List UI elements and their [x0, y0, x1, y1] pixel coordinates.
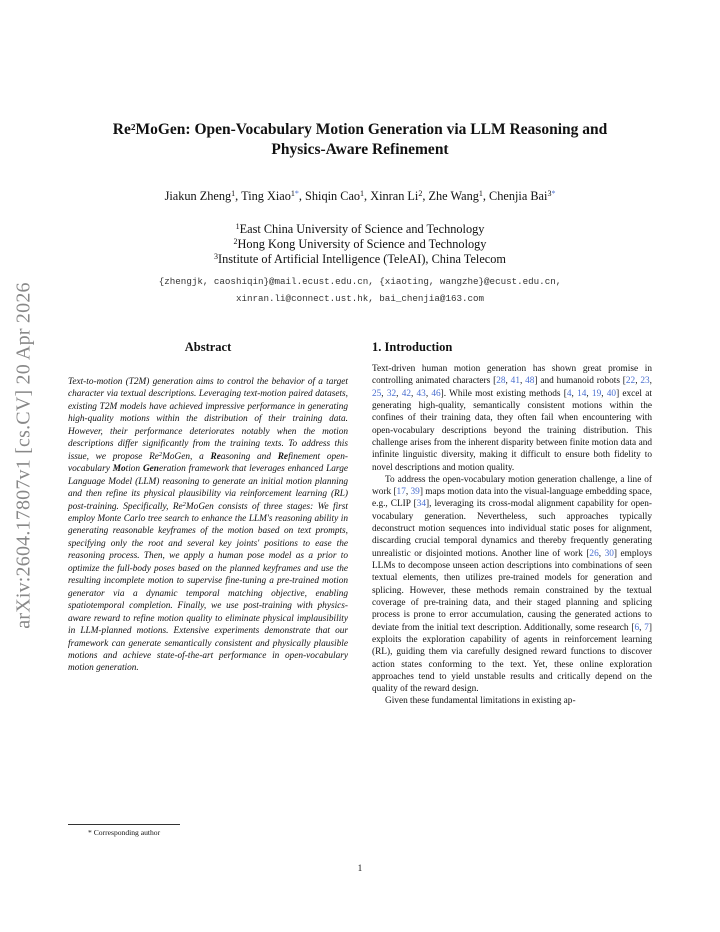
body-text: , [405, 487, 411, 498]
citation-link[interactable]: 40 [606, 388, 617, 399]
body-text: ] maps motion data into the visual-language embedding space, e.g., CLIP [ [372, 487, 652, 510]
author-list [70, 189, 650, 204]
abstract-text: tion [125, 464, 143, 475]
citation-link[interactable]: 6 [634, 622, 640, 633]
author-name: Xinran Li [370, 189, 419, 203]
superscript: 2 [158, 450, 163, 458]
body-text: , [639, 622, 645, 633]
author-name: Jiakun Zheng [164, 189, 232, 203]
citation-link[interactable]: 39 [410, 487, 420, 498]
author-name: Shiqin Cao [305, 189, 361, 203]
arxiv-identifier [9, 260, 39, 650]
footnote-divider [68, 824, 180, 825]
author-affiliation-mark: 1 [231, 189, 236, 198]
body-text: ]. While most existing methods [ [440, 388, 567, 399]
email-line-1: {zhengjk, caoshiqin}@mail.ecust.edu.cn, {xiaoting, wangzhe}@ecust.edu.cn, [158, 276, 562, 287]
abstract-body [68, 376, 348, 675]
citation-link[interactable]: 26 [589, 548, 599, 559]
citation-link[interactable]: 41 [510, 376, 520, 387]
superscript: 2 [182, 500, 186, 508]
page-number: 1 [357, 864, 363, 874]
title-line-1: Re²MoGen: Open-Vocabulary Motion Generation via LLM Reasoning and [112, 121, 608, 138]
citation-link[interactable]: 30 [604, 548, 614, 559]
body-text: ] and humanoid robots [ [534, 376, 626, 387]
body-text: ] exploits the exploration capability of agents in reinforcement learning (RL), guiding them via carefully designed reward functions to discover action states conforming to the text. Yet, these online exploration approaches tend to yield unstable results and critically depend on the quality of the reward design. [372, 622, 652, 695]
affiliation [70, 237, 650, 252]
corresponding-author-mark[interactable]: * [294, 189, 299, 198]
body-text: , [425, 388, 432, 399]
acronym-highlight: Re [210, 451, 221, 462]
body-text: , [410, 388, 417, 399]
body-text: , [598, 548, 605, 559]
footnote: * Corresponding author [88, 828, 161, 837]
body-text: , [586, 388, 592, 399]
body-text: , [601, 388, 607, 399]
body-text: , [649, 376, 652, 387]
author-separator: , [364, 189, 371, 203]
author-affiliation-mark: 1 [360, 189, 365, 198]
paragraph: Given these fundamental limitations in existing ap- [385, 696, 576, 707]
author-name: Ting Xiao [241, 189, 291, 203]
section-heading-introduction: 1. Introduction [372, 340, 453, 354]
body-text: , [505, 376, 511, 387]
body-text: ] employs LLMs to decompose unseen action descriptions into combinations of seen textual elements, then utilizes pre-trained models for generation and splicing. However, these methods remain constrained by the textual coverage of pre-training data, and their staged planning and splicing process is prone to error accumulation, causing the generated actions to deviate from the initial text description. Additionally, some research [ [372, 548, 652, 633]
affiliation-text: East China University of Science and Technology [239, 222, 485, 236]
body-text: , [396, 388, 402, 399]
citation-link[interactable]: 34 [416, 499, 427, 510]
email-line-2: xinran.li@connect.ust.hk, bai_chenjia@163.com [235, 293, 485, 304]
citation-link[interactable]: 19 [591, 388, 602, 399]
author-name: Chenjia Bai [489, 189, 548, 203]
body-text: To address the open-vocabulary motion generation challenge, a line of work [ [372, 474, 652, 498]
citation-link[interactable]: 28 [496, 376, 506, 387]
abstract-text: eration framework that leverages enhanced Large Language Model (LLM) reasoning to generate an initial motion planning and then refine its physical plausibility via reinforcement learning (RL) post-training. Specifically, Re [68, 464, 348, 512]
citation-link[interactable]: 17 [396, 487, 406, 498]
author-emails [70, 273, 650, 307]
author-separator: , [482, 189, 490, 203]
body-text: , [571, 388, 578, 399]
title-line-2: Physics-Aware Refinement [271, 141, 449, 158]
citation-link[interactable]: 4 [566, 388, 572, 399]
citation-link[interactable]: 25 [372, 388, 382, 399]
paragraph [372, 363, 652, 474]
abstract-text: MoGen consists of three stages: We first employ Monte Carlo tree search to enhance the LLM's reasoning ability in generating reasonable keyframes of the motion based on text prompts, specifying only the root and several key joints' positions to ease the reasoning process. Then, we apply a human pose model as a prior to optimize the full-body poses based on the planned keyframes and use the resulting incomplete motion to supervise fine-tuning a pre-trained motion generator via a dynamic temporal matching objective, enabling spatiotemporal completion. Finally, we use post-training with physics-aware reward to refine motion quality to eliminate physical implausibility in LLM-planned motions. Extensive experiments demonstrate that our framework can generate semantically consistent and physically plausible motions and achieve state-of-the-art performance in open-vocabulary motion generation. [68, 501, 348, 674]
author-affiliation-number: 1 [290, 189, 295, 198]
abstract-text: asoning and [220, 451, 278, 462]
acronym-highlight: Gen [142, 464, 159, 475]
acronym-highlight: Mo [112, 464, 126, 475]
body-text: , [635, 376, 641, 387]
citation-link[interactable]: 22 [625, 376, 636, 387]
paragraph [372, 474, 652, 696]
author-separator: , [235, 189, 242, 203]
citation-link[interactable]: 46 [431, 388, 441, 399]
body-text: , [381, 388, 387, 399]
citation-link[interactable]: 32 [386, 388, 397, 399]
acronym-highlight: Re [277, 451, 289, 462]
citation-link[interactable]: 23 [640, 376, 650, 387]
body-text: , [519, 376, 526, 387]
affiliation-text: Institute of Artificial Intelligence (TeleAI), China Telecom [218, 252, 506, 266]
citation-link[interactable]: 7 [644, 622, 649, 633]
author-affiliation-mark [547, 189, 555, 198]
abstract-heading: Abstract [184, 340, 232, 354]
affiliation-list [70, 222, 650, 267]
paper-title [70, 120, 650, 160]
author-affiliation-mark: 2 [418, 189, 423, 198]
abstract-text: MoGen, a [162, 451, 211, 462]
affiliation-text: Hong Kong University of Science and Technology [237, 237, 487, 251]
affiliation [70, 252, 650, 267]
author-separator: , [422, 189, 429, 203]
author-affiliation-mark: 1 [478, 189, 483, 198]
affiliation-number: 3 [214, 252, 219, 261]
body-text: Text-driven human motion generation has shown great promise in controlling animated characters [ [372, 364, 652, 387]
body-text: ], leveraging its cross-modal alignment capability for open-vocabulary generation. Nevertheless, such approaches typically deconstruct motion sequences into individual static poses for alignment, discarding crucial temporal dynamics and thereby frequently generating unrealistic or disjointed motions. Another line of work [ [372, 499, 652, 559]
affiliation [70, 222, 650, 237]
author-affiliation-mark [291, 189, 299, 198]
arxiv-identifier-text: arXiv:2604.17807v1 [cs.CV] 20 Apr 2026 [12, 281, 35, 629]
corresponding-author-mark[interactable]: * [551, 189, 556, 198]
abstract-text: finement open-vocabulary [68, 451, 348, 475]
author-separator: , [298, 189, 306, 203]
body-text: ] excel at generating high-quality, semantically consistent motions within the confines of their training data, they often fail when encountering with open-vocabulary descriptions beyond the training distribution. This challenge arises from the inherent disparity between finite motion data and infinite linguistic diversity, making it difficult to ensure both fidelity to novel descriptions and motion quality. [372, 388, 652, 473]
author-name: Zhe Wang [428, 189, 479, 203]
affiliation-number: 2 [233, 237, 238, 246]
affiliation-number: 1 [235, 222, 240, 231]
citation-link[interactable]: 43 [416, 388, 426, 399]
introduction-body [372, 363, 652, 708]
abstract-text: Text-to-motion (T2M) generation aims to control the behavior of a target character via textual descriptions. Leveraging text-motion paired datasets, existing T2M models have achieved impressive performance in generating high-quality motions within the distribution of their training data. However, their performance deteriorates notably when the motion descriptions differ significantly from the training texts. To address this issue, we propose Re [68, 377, 348, 462]
author-affiliation-number: 3 [547, 189, 552, 198]
citation-link[interactable]: 42 [401, 388, 411, 399]
citation-link[interactable]: 48 [525, 376, 535, 387]
citation-link[interactable]: 14 [577, 388, 587, 399]
